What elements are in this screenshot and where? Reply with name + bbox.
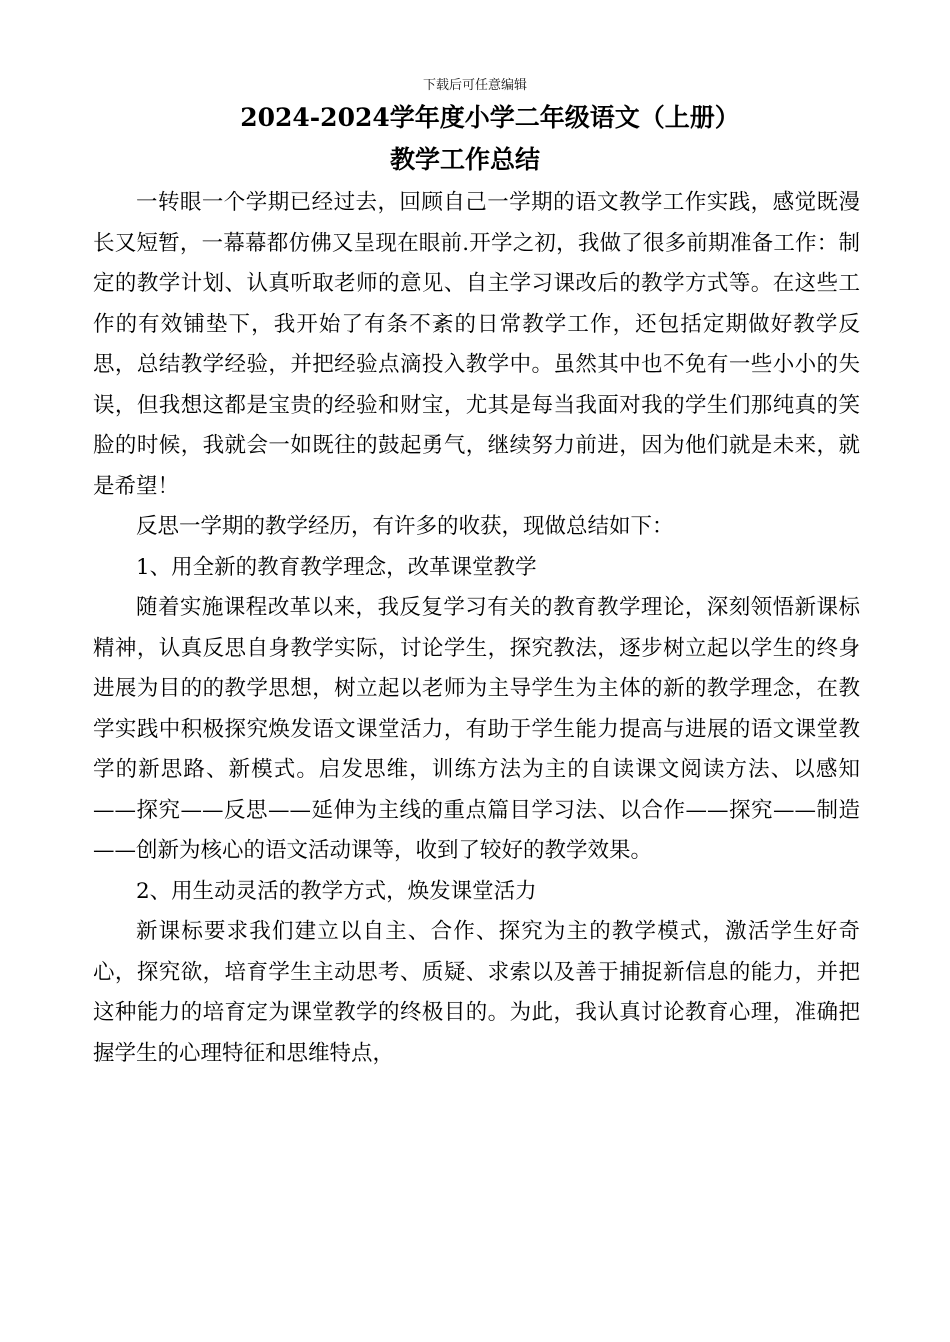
paragraph-intro: 一转眼一个学期已经过去，回顾自己一学期的语文教学工作实践，感觉既漫长又短暂，一幕幕都仿佛又呈现在眼前.开学之初，我做了很多前期准备工作：制定的教学计划、认真听取老师的意见、自主学习课改后的教学方式等。在这些工作的有效铺垫下，我开始了有条不紊的日常教学工作，还包括定期做好教学反思，总结教学经验，并把经验点滴投入教学中。虽然其中也不免有一些小小的失误，但我想这都是宝贵的经验和财宝，尤其是每当我面对我的学生们那纯真的笑脸的时候，我就会一如既往的鼓起勇气，继续努力前进，因为他们就是未来，就是希望！ [93, 190, 860, 499]
document-title: 2024-2024学年度小学二年级语文（上册） [240, 103, 740, 132]
paragraph-section-2: 新课标要求我们建立以自主、合作、探究为主的教学模式，激活学生好奇心，探究欲，培育学生主动思考、质疑、求索以及善于捕捉新信息的能力，并把这种能力的培育定为课堂教学的终极目的。为此，我认真讨论教育心理，准确把握学生的心理特征和思维特点， [93, 919, 860, 1066]
section-heading-1: 1、用全新的教育教学理念，改革课堂教学 [136, 554, 537, 580]
document-subtitle: 教学工作总结 [389, 145, 540, 174]
header-note: 下载后可任意编辑 [422, 78, 527, 93]
paragraph-summary-lead: 反思一学期的教学经历，有许多的收获，现做总结如下： [136, 514, 674, 539]
paragraph-section-1: 随着实施课程改革以来，我反复学习有关的教育教学理论，深刻领悟新课标精神，认真反思自身教学实际，讨论学生，探究教法，逐步树立起以学生的终身进展为目的的教学思想，树立起以老师为主导学生为主体的新的教学理念，在教学实践中积极探究焕发语文课堂活力，有助于学生能力提高与进展的语文课堂教学的新思路、新模式。启发思维，训练方法为主的自读课文阅读方法、以感知——探究——反思——延伸为主线的重点篇目学习法、以合作——探究——制造——创新为核心的语文活动课等，收到了较好的教学效果。 [93, 595, 860, 863]
section-heading-2: 2、用生动灵活的教学方式，焕发课堂活力 [136, 878, 537, 904]
document-body [93, 183, 860, 1074]
